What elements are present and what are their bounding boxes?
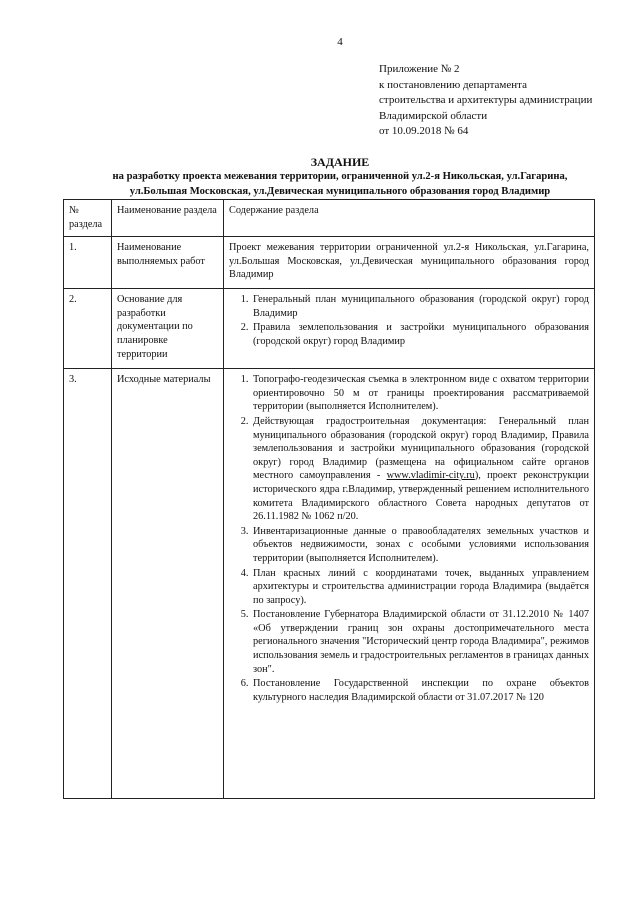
list-item-text: ), проект реконструкции исторического ядра г.Владимир, утвержденный решением исполнительного комитета Владимирского областного Совета народных депутатов от 26.11.1982 № 1062 п/20. [253, 470, 589, 523]
appendix-line: строительства и архитектуры администрации [379, 94, 593, 107]
row-content [224, 289, 595, 369]
appendix-line: к постановлению департамента [379, 78, 527, 91]
header-content: Содержание раздела [224, 200, 595, 237]
header-number: № раздела [64, 200, 112, 237]
header-name: Наименование раздела [112, 200, 224, 237]
row-content [224, 369, 595, 799]
list-item-text: Действующая градостроительная документация: Генеральный план муниципального образования (городской округ) город Владимир, Правила землепользования и застройки муниципального образования (городской округ) город Владимир (размещена на официальном сайте органов местного самоуправления - [253, 415, 589, 482]
table-row [64, 237, 595, 289]
title-subtitle-line: на разработку проекта межевания территории, ограниченной ул.2-я Никольская, ул.Гагарина, [112, 171, 568, 182]
appendix-line: Приложение № 2 [379, 63, 460, 75]
list-item: 6. Постановление Государственной инспекции по охране объектов культурного наследия Владимирской области от 31.07.2017 № 120 [251, 677, 589, 704]
appendix-line: Владимирской области [379, 109, 488, 122]
content-list [229, 293, 589, 348]
title-main: ЗАДАНИЕ [310, 155, 370, 169]
row-content: Проект межевания территории ограниченной ул.2-я Никольская, ул.Гагарина, ул.Большая Московская, ул.Девичеcкая муниципального образования город Владимир [224, 237, 595, 289]
table-row [64, 289, 595, 369]
appendix-block [379, 62, 592, 140]
content-list [229, 373, 589, 704]
list-item: 1. Генеральный план муниципального образования (городской округ) город Владимир [251, 293, 589, 320]
list-item [251, 415, 589, 524]
table-header-row [64, 200, 595, 237]
website-link[interactable]: www.vladimir-city.ru [386, 470, 475, 482]
row-name: Исходные материалы [112, 369, 224, 799]
title-subtitle-line: ул.Большая Московская, ул.Девичеcкая муниципального образования город Владимир [129, 185, 551, 197]
appendix-line: от 10.09.2018 № 64 [379, 125, 469, 138]
row-number: 1. [64, 237, 112, 289]
page-number: 4 [337, 36, 343, 48]
row-number: 3. [64, 369, 112, 799]
list-item: 1. Топографо-геодезическая съемка в электронном виде с охватом территории ориентировочно 50 м от границы проектирования рассматриваемой территории (выполняется Исполнителем). [251, 373, 589, 414]
list-item: 4. План красных линий с координатами точек, выданных управлением архитектуры и строительства администрации города Владимира (выдаётся по запросу). [251, 567, 589, 608]
row-name: Наименование выполняемых работ [112, 237, 224, 289]
task-table [63, 199, 595, 799]
row-number: 2. [64, 289, 112, 369]
table-row [64, 369, 595, 799]
document-title [60, 154, 620, 199]
list-item: 2. Правила землепользования и застройки муниципального образования (городской округ) город Владимир [251, 321, 589, 348]
row-name: Основание для разработки документации по планировке территории [112, 289, 224, 369]
list-item: 3. Инвентаризационные данные о правообладателях земельных участков и объектов недвижимости, зонах с особыми условиями использования территории (выполняется Исполнителем). [251, 525, 589, 566]
list-item: 5. Постановление Губернатора Владимирской области от 31.12.2010 № 1407 «Об утверждении границ зон охраны достопримечательного места регионального значения "Исторический центр города Владимира", режимов использования земель и градостроительных регламентов в границах данных зон". [251, 608, 589, 676]
